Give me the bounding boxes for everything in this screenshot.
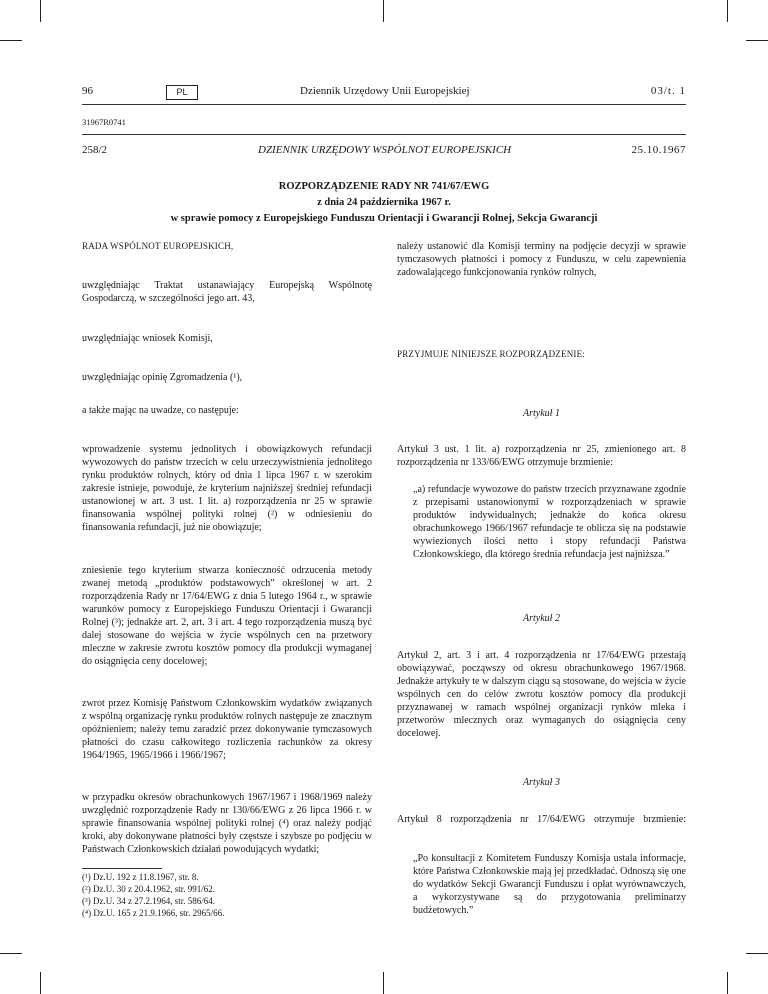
journal-title: Dziennik Urzędowy Unii Europejskiej <box>300 85 470 97</box>
recital-proposal: uwzględniając wniosek Komisji, <box>82 333 213 344</box>
footnote-text: Dz.U. 30 z 20.4.1962, str. 991/62. <box>92 884 215 894</box>
recital-5: należy ustanowić dla Komisji terminy na podjęcie decyzji w sprawie tymczasowych płatności i pomocy z Funduszu, w celu zapewnienia zadowalającego funkcjonowania rynków rolnych, <box>397 241 686 278</box>
language-badge: PL <box>166 85 198 100</box>
header-rule <box>82 104 686 105</box>
regulation-subject: w sprawie pomocy z Europejskiego Funduszu Orientacji i Gwarancji Rolnej, Sekcja Gwarancji <box>170 213 598 224</box>
article-1-intro: Artykuł 3 ust. 1 lit. a) rozporządzenia nr 25, zmienionego art. 8 rozporządzenia nr 133/66/EWG otrzymuje brzmienie: <box>397 444 686 468</box>
crop-mark <box>727 0 728 22</box>
oj-reference: 258/2 <box>82 144 108 156</box>
page-number: 96 <box>82 85 93 97</box>
recital-2: zniesienie tego kryterium stwarza konieczność odrzucenia metody zwanej metodą „produktów podstawowych” określonej w art. 2 rozporządzenia Rady nr 17/64/EWG z dnia 5 lutego 1964 r., w sprawie warunków pomocy z Europejskiego Funduszu Orientacji i Gwarancji Rolnej (³); jednakże art. 2, art. 3 i art. 4 tego rozporządzenia muszą być dalej stosowane do wejścia w życie wspólnych cen na przetwory mleczne w zakresie zwrotu kosztów pomocy dla produkcji wymaganej do osiągnięcia ceny docelowej; <box>82 565 372 667</box>
crop-mark <box>0 953 22 954</box>
footnote-text: Dz.U. 34 z 27.2.1964, str. 586/64. <box>92 896 215 906</box>
celex-number: 31967R0741 <box>82 117 126 127</box>
crop-mark <box>383 0 384 22</box>
recital-4: w przypadku okresów obrachunkowych 1967/1967 i 1968/1969 należy uwzględnić rozporządzenie Rady nr 130/66/EWG z 26 lipca 1966 r. w sprawie finansowania wspólnej polityki rolnej (⁴) oraz należy podjąć kroki, aby dokonywane płatności były częstsze i szybsze po podjęciu w Państwach Członkowskich działań powodujących wydatki; <box>82 792 372 855</box>
regulation-date: z dnia 24 października 1967 r. <box>317 197 451 208</box>
crop-mark <box>746 953 768 954</box>
recital-opinion: uwzględniając opinię Zgromadzenia (¹), <box>82 372 243 383</box>
footnote-mark: (¹) <box>82 872 91 882</box>
volume-number: 03/t. 1 <box>650 85 686 97</box>
footnote-mark: (³) <box>82 896 91 906</box>
crop-mark <box>40 972 41 994</box>
article-1-heading: Artykuł 1 <box>523 408 560 419</box>
article-2-heading: Artykuł 2 <box>523 613 560 624</box>
recital-whereas: a także mając na uwadze, co następuje: <box>82 405 239 416</box>
footnote-mark: (⁴) <box>82 908 92 918</box>
crop-mark <box>40 0 41 22</box>
crop-mark <box>727 972 728 994</box>
oj-date: 25.10.1967 <box>631 144 686 156</box>
footnote <box>82 896 215 907</box>
oj-journal-title: DZIENNIK URZĘDOWY WSPÓLNOT EUROPEJSKICH <box>258 144 512 156</box>
council-heading: RADA WSPÓLNOT EUROPEJSKICH, <box>82 241 234 251</box>
adoption-formula: PRZYJMUJE NINIEJSZE ROZPORZĄDZENIE: <box>397 349 585 359</box>
footnote-text: Dz.U. 165 z 21.9.1966, str. 2965/66. <box>93 908 225 918</box>
article-1-quote: „a) refundacje wywozowe do państw trzecich przyznawane zgodnie z przepisami ustanowionymi w rozporządzeniach w sprawie produktów indywidualnych; jednakże do końca okresu obrachunkowego 1966/1967 refundacje te oblicza się na podstawie wywiezionych ilości netto i stopy refundacji Państwa Członkowskiego, dla którego średnia refundacja jest najniższa.” <box>413 484 686 560</box>
recital-3: zwrot przez Komisję Państwom Członkowskim wydatków związanych z wspólną organizację rynku produktów rolnych następuje ze znacznym opóźnieniem; należy temu zaradzić przez dokonywanie tymczasowych płatności do czasu całkowitego rozliczenia rachunków za okresy 1964/1965, 1965/1966 i 1966/1967; <box>82 698 372 761</box>
footnote-rule <box>82 868 162 869</box>
celex-rule <box>82 134 686 135</box>
crop-mark <box>746 40 768 41</box>
article-2-text: Artykuł 2, art. 3 i art. 4 rozporządzenia nr 17/64/EWG przestają obowiązywać, począwszy od okresu obrachunkowego 1967/1968. Jednakże artykuły te w dalszym ciągu są stosowane, do wejścia w życie wspólnych cen do celów zwrotu kosztów pomocy dla produkcji przyznawanej w ramach wspólnej organizacji rynków mleka i przetworów mlecznych oraz wymaganych do osiągnięcia ceny docelowej. <box>397 650 686 739</box>
crop-mark <box>383 972 384 994</box>
recital-treaty: uwzględniając Traktat ustanawiający Europejską Wspólnotę Gospodarczą, w szczególności jego art. 43, <box>82 280 372 304</box>
article-3-quote: „Po konsultacji z Komitetem Funduszy Komisja ustala informacje, które Państwa Członkowskie mają jej przedkładać. Odnoszą się one do wydatków Sekcji Gwarancji Funduszu i opłat wyrównawczych, a wykorzystywane są do przygotowania preliminarzy budżetowych.” <box>413 853 686 916</box>
regulation-title: ROZPORZĄDZENIE RADY NR 741/67/EWG <box>278 181 490 192</box>
crop-mark <box>0 40 22 41</box>
article-3-heading: Artykuł 3 <box>523 777 560 788</box>
footnote-text: Dz.U. 192 z 11.8.1967, str. 8. <box>92 872 199 882</box>
article-3-intro: Artykuł 8 rozporządzenia nr 17/64/EWG otrzymuje brzmienie: <box>397 814 686 825</box>
footnote <box>82 884 215 895</box>
footnote-mark: (²) <box>82 884 91 894</box>
footnote <box>82 872 199 883</box>
footnote <box>82 908 224 919</box>
recital-1: wprowadzenie systemu jednolitych i obowiązkowych refundacji wywozowych do państw trzecich w celu urzeczywistnienia jednolitego rynku produktów rolnych, który od dnia 1 lipca 1967 r. w szerokim zakresie istnieje, powoduje, że kryterium najniższej średniej refundacji ustanowionej w art. 3 ust. 1 lit. a) rozporządzenia nr 25 w sprawie finansowania wspólnej polityki rolnej (²) w odniesieniu do finansowania refundacji, już nie obowiązuje; <box>82 444 372 533</box>
